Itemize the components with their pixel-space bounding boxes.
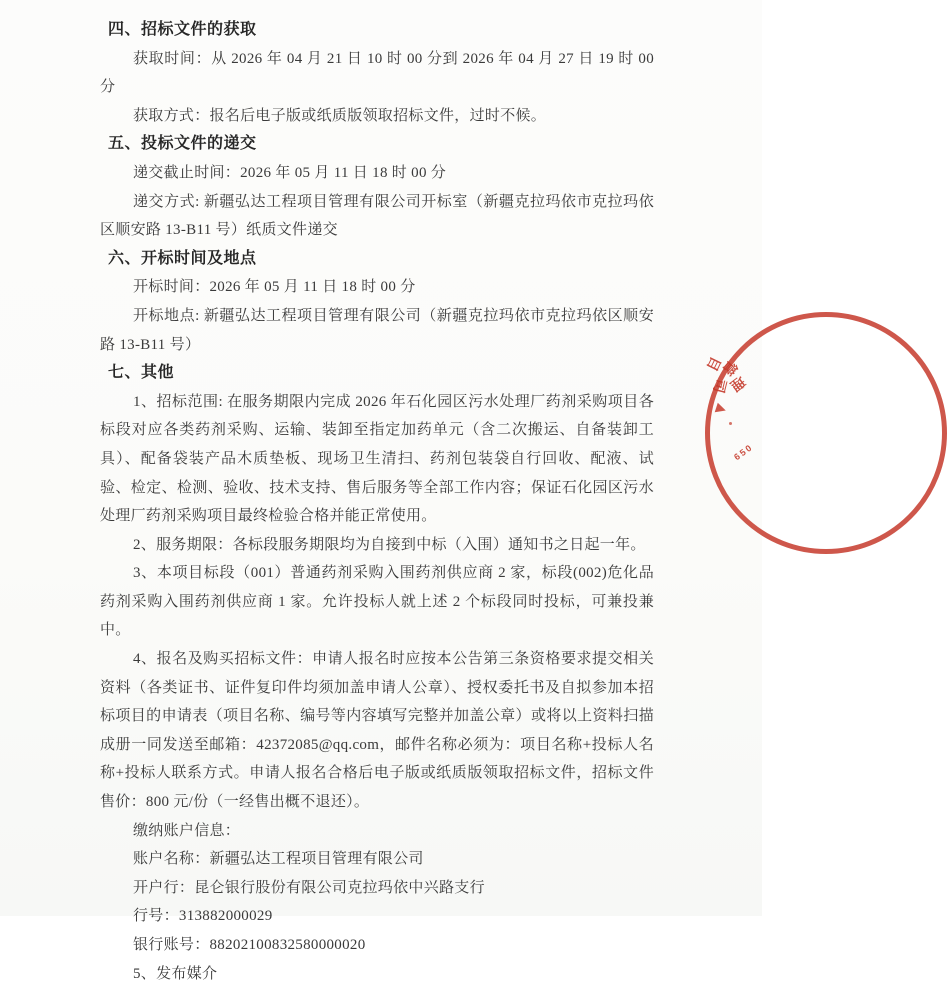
seal-serial-number: 650 bbox=[732, 441, 755, 463]
paragraph: 开标时间：2026 年 05 月 11 日 18 时 00 分 bbox=[133, 279, 416, 296]
paragraph: 递交方式: 新疆弘达工程项目管理有限公司开标室（新疆克拉玛依市克拉玛依区顺安路 13-B11 号）纸质文件递交 bbox=[100, 193, 654, 239]
seal-character: 目 bbox=[703, 354, 725, 374]
section-bid-document-acquisition bbox=[100, 16, 654, 130]
seal-character: 管 bbox=[719, 357, 741, 379]
paragraph-lots: 3、本项目标段（001）普通药剂采购入围药剂供应商 2 家，标段(002)危化品药剂采购入围药剂供应商 1 家。允许投标人就上述 2 个标段同时投标，可兼投兼中。 bbox=[100, 565, 654, 639]
paragraph-payment-account-info: 缴纳账户信息： bbox=[133, 822, 241, 839]
seal-character: 司 bbox=[710, 377, 730, 395]
paragraph: 递交截止时间：2026 年 05 月 11 日 18 时 00 分 bbox=[133, 164, 447, 181]
section-other bbox=[100, 359, 654, 988]
paragraph-scope: 1、招标范围: 在服务期限内完成 2026 年石化园区污水处理厂药剂采购项目各标段对应各类药剂采购、运输、装卸至指定加药单元（含二次搬运、自备装卸工具）、配备袋装产品木质垫板、现场卫生清扫、药剂包装袋自行回收、配液、试验、检定、检测、验收、技术支持、售后服务等全部工作内容；保证石化园区污水处理厂药剂采购项目最终检验合格并能正常使用。 bbox=[100, 393, 654, 525]
paragraph-publish-media: 5、发布媒介 bbox=[133, 965, 218, 982]
paragraph-account-name: 账户名称：新疆弘达工程项目管理有限公司 bbox=[133, 851, 424, 868]
section-heading: 六、开标时间及地点 bbox=[108, 249, 257, 267]
paragraph-bank-account: 银行账号：88202100832580000020 bbox=[133, 937, 366, 953]
section-heading: 四、招标文件的获取 bbox=[108, 21, 257, 38]
paragraph: 获取时间：从 2026 年 04 月 21 日 10 时 00 分到 2026 年 04 月 27 日 19 时 00 分 bbox=[100, 50, 654, 96]
paragraph-bank: 开户行：昆仑银行股份有限公司克拉玛依中兴路支行 bbox=[133, 879, 485, 896]
section-heading: 五、投标文件的递交 bbox=[108, 135, 257, 153]
paragraph-bank-code: 行号：313882000029 bbox=[133, 908, 273, 925]
section-bid-submission bbox=[100, 130, 654, 244]
seal-character: 理 bbox=[727, 373, 749, 395]
paragraph-registration: 4、报名及购买招标文件：申请人报名时应按本公告第三条资格要求提交相关资料（各类证书、证件复印件均须加盖申请人公章）、授权委托书及自拟参加本招标项目的申请表（项目名称、编号等内容填写完整并加盖公章）或将以上资料扫描成册一同发送至邮箱：42372085@qq.com，邮件名称必须为：项目名称+投标人名称+投标人联系方式。申请人报名合格后电子版或纸质版领取招标文件，招标文件售价：800 元/份（一经售出概不退还）。 bbox=[100, 651, 654, 811]
paragraph: 获取方式：报名后电子版或纸质版领取招标文件，过时不候。 bbox=[133, 107, 547, 124]
section-bid-opening bbox=[100, 245, 654, 359]
section-heading: 七、其他 bbox=[108, 364, 175, 382]
paragraph-service-period: 2、服务期限：各标段服务期限均为自接到中标（入围）通知书之日起一年。 bbox=[133, 536, 646, 553]
paragraph: 开标地点: 新疆弘达工程项目管理有限公司（新疆克拉玛依市克拉玛依区顺安路 13-B11 号） bbox=[100, 307, 654, 353]
